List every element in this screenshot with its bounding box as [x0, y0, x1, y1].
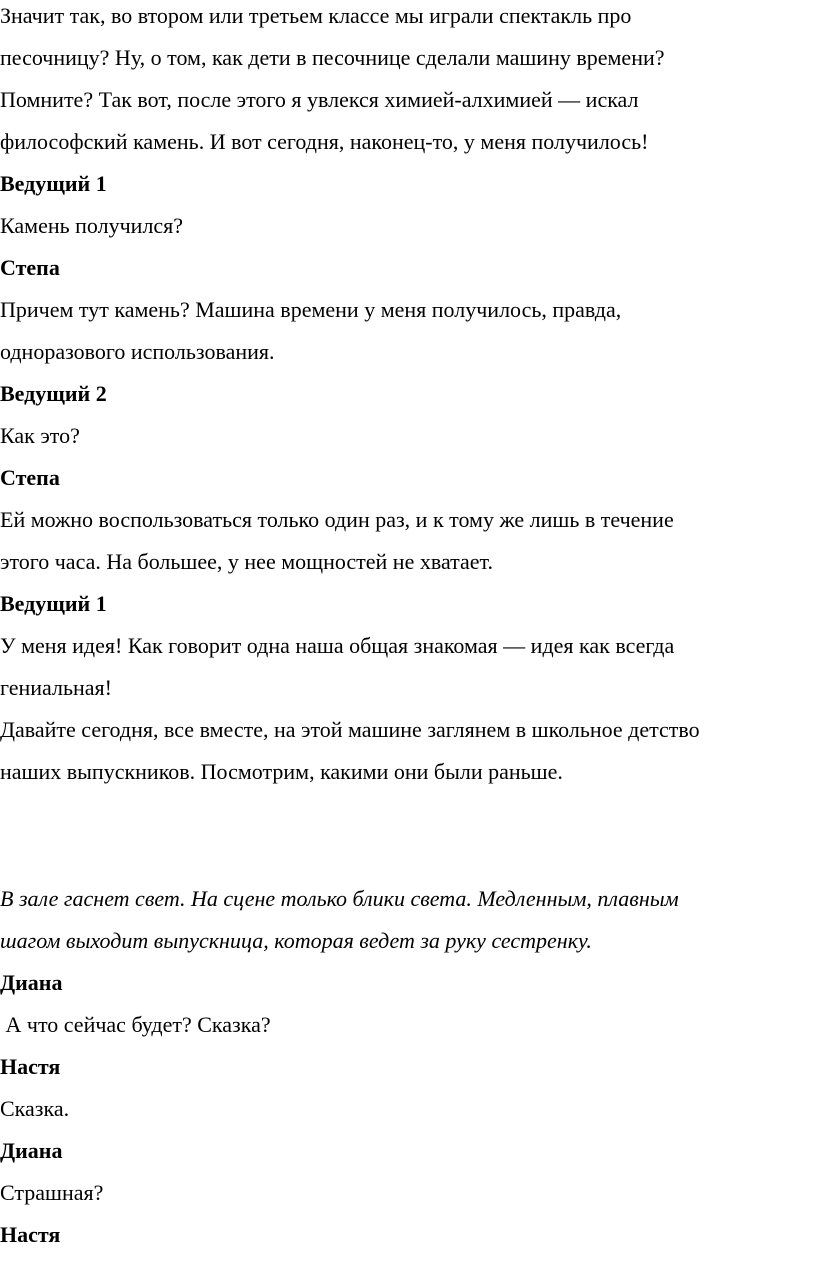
- speaker-name: Ведущий 2: [0, 381, 107, 406]
- text-line: Страшная?: [0, 1180, 104, 1205]
- text-line: Как это?: [0, 423, 80, 448]
- speaker-name: Степа: [0, 465, 60, 490]
- text-line: Причем тут камень? Машина времени у меня получилось, правда,: [0, 297, 622, 322]
- text-line: Помните? Так вот, после этого я увлекся химией-алхимией — искал: [0, 87, 639, 112]
- text-line: Давайте сегодня, все вместе, на этой машине заглянем в школьное детство: [0, 717, 700, 742]
- speaker-name: Настя: [0, 1222, 61, 1247]
- text-line: одноразового использования.: [0, 339, 275, 364]
- text-line: Сказка.: [0, 1096, 70, 1121]
- text-line: Камень получился?: [0, 213, 184, 238]
- stage-direction: шагом выходит выпускница, которая ведет за руку сестренку.: [0, 928, 592, 953]
- speaker-name: Настя: [0, 1054, 61, 1079]
- speaker-name: Ведущий 1: [0, 591, 107, 616]
- stage-direction: В зале гаснет свет. На сцене только блики света. Медленным, плавным: [0, 886, 679, 911]
- speaker-name: Ведущий 1: [0, 171, 107, 196]
- text-line: философский камень. И вот сегодня, наконец-то, у меня получилось!: [0, 129, 649, 154]
- text-line: наших выпускников. Посмотрим, какими они были раньше.: [0, 759, 563, 784]
- text-line: Ей можно воспользоваться только один раз, и к тому же лишь в течение: [0, 507, 674, 532]
- text-line: У меня идея! Как говорит одна наша общая знакомая — идея как всегда: [0, 633, 675, 658]
- text-line: этого часа. На большее, у нее мощностей не хватает.: [0, 549, 494, 574]
- speaker-name: Диана: [0, 970, 63, 995]
- text-line: А что сейчас будет? Сказка?: [0, 1012, 271, 1037]
- speaker-name: Степа: [0, 255, 60, 280]
- text-line: песочницу? Ну, о том, как дети в песочнице сделали машину времени?: [0, 45, 665, 70]
- speaker-name: Диана: [0, 1138, 63, 1163]
- text-line: гениальная!: [0, 675, 112, 700]
- text-line: Значит так, во втором или третьем классе мы играли спектакль про: [0, 3, 632, 28]
